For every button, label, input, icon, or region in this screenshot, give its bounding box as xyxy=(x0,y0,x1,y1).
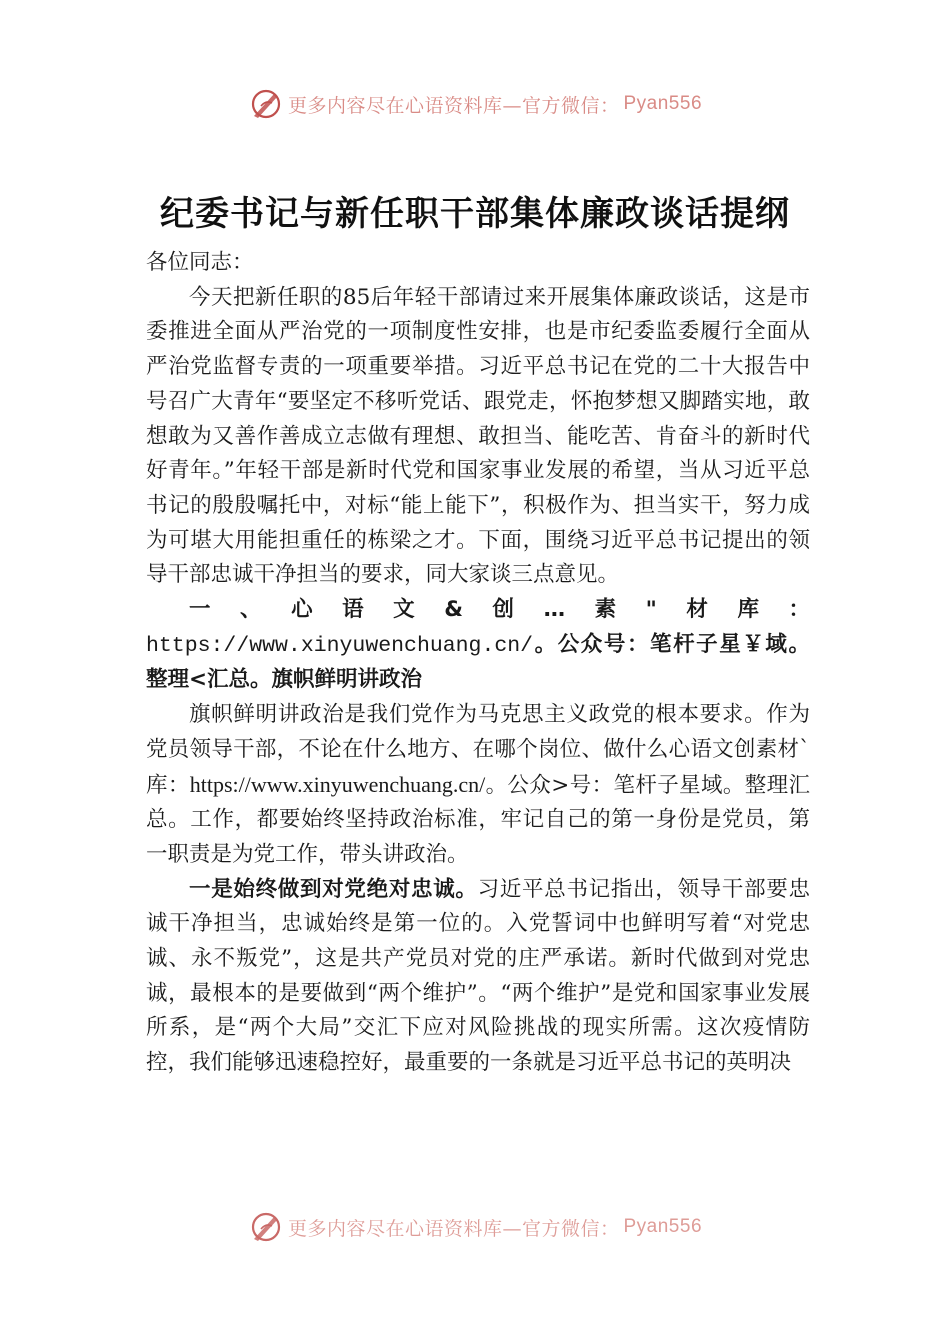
loyalty-lead: 一是始终做到对党绝对忠诚。 xyxy=(189,876,478,902)
politics-paragraph xyxy=(146,698,810,873)
pen-logo-icon xyxy=(248,1209,284,1245)
politics-url: https://www.xinyuwenchuang.cn/ xyxy=(189,771,486,797)
politics-text-2: 。公众>号：笔杆子星域。整理汇总。工作，都要始终坚持政治标准，牢记自己的第一身份是党员，第一职责是为党工作，带头讲政治。 xyxy=(146,772,810,867)
document-body xyxy=(146,246,810,1081)
loyalty-text: 习近平总书记指出，领导干部要忠诚干净担当，忠诚始终是第一位的。入党誓词中也鲜明写着“对党忠诚、永不叛党”，这是共产党员对党的庄严承诺。新时代做到对党忠诚，最根本的是要做到“两个维护”。“两个维护”是党和国家事业发展所系，是“两个大局”交汇下应对风险挑战的现实所需。这次疫情防控，我们能够迅速稳控好，最重要的一条就是习近平总书记的英明决 xyxy=(146,876,810,1076)
header-banner-text: 更多内容尽在心语资料库—官方微信： xyxy=(287,94,620,117)
loyalty-paragraph xyxy=(146,873,810,1081)
header-banner-handle: Pyan556 xyxy=(623,93,703,114)
politics-text-1: 旗帜鲜明讲政治是我们党作为马克思主义政党的根本要求。作为党员领导干部，不论在什么地方、在哪个岗位、做什么心语文创素材`库： xyxy=(146,702,810,798)
intro-paragraph: 今天把新任职的85后年轻干部请过来开展集体廉政谈话，这是市委推进全面从严治党的一项制度性安排，也是市纪委监委履行全面从严治党监督专责的一项重要举措。习近平总书记在党的二十大报告中号召广大青年“要坚定不移听党话、跟党走，怀抱梦想又脚踏实地，敢想敢为又善作善成立志做有理想、敢担当、能吃苦、肯奋斗的新时代好青年。”年轻干部是新时代党和国家事业发展的希望，当从习近平总书记的殷殷嘱托中，对标“能上能下”，积极作为、担当实干，努力成为可堪大用能担重任的栋梁之才。下面，围绕习近平总书记提出的领导干部忠诚干净担当的要求，同大家谈三点意见。 xyxy=(146,284,810,588)
section-heading-1 xyxy=(146,593,810,698)
section-heading-url: https://www.xinyuwenchuang.cn/ xyxy=(146,633,534,658)
document-title: 纪委书记与新任职干部集体廉政谈话提纲 xyxy=(160,194,790,234)
header-banner xyxy=(0,84,950,124)
pen-logo-icon xyxy=(248,86,284,122)
footer-banner-text: 更多内容尽在心语资料库—官方微信： xyxy=(287,1217,620,1240)
footer-banner xyxy=(0,1207,950,1247)
section-heading-prefix: 一、心语文&创…素"材库： xyxy=(189,597,810,623)
footer-banner-handle: Pyan556 xyxy=(623,1216,703,1237)
salutation: 各位同志： xyxy=(146,250,254,275)
section-heading-suffix: 。公众号：笔杆子星￥域。整理<汇总。旗帜鲜明讲政治 xyxy=(146,631,810,693)
